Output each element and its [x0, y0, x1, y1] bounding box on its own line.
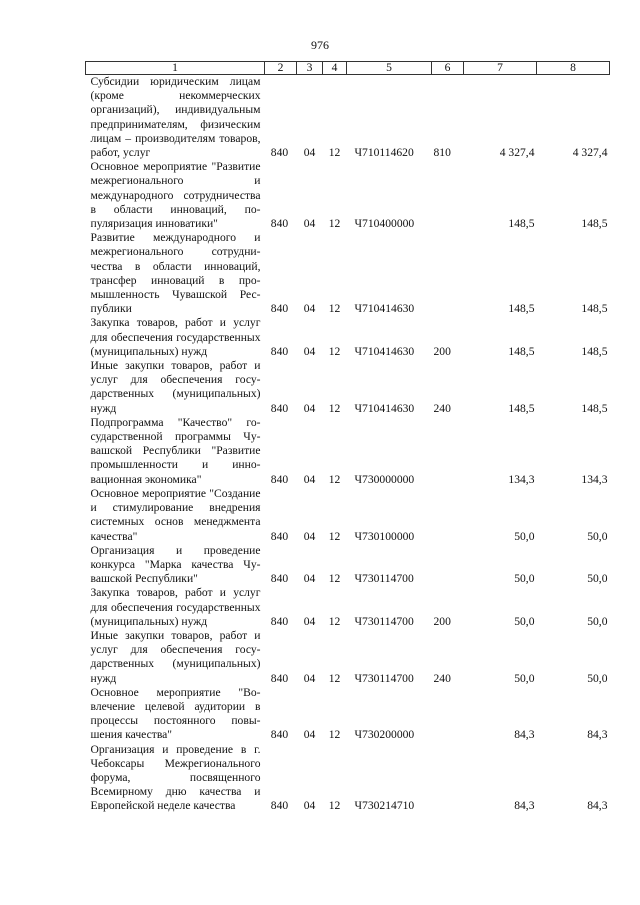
row-name: Основное мероприятие "Вовлечение целевой аудитории в процессы постоянного повышения качества" — [90, 685, 261, 742]
table-row — [86, 75, 610, 161]
row-target-article: Ч710414630 — [354, 344, 415, 358]
table-body — [86, 75, 610, 814]
row-amount-year-2: 50,0 — [587, 529, 608, 543]
row-amount-year-1: 84,3 — [514, 728, 535, 742]
row-amount-year-1: 50,0 — [514, 614, 535, 628]
header-col-8: 8 — [537, 62, 610, 75]
row-amount-year-2: 50,0 — [587, 572, 608, 586]
row-name: Основное мероприятие "Создание и стимулирование внедрения системных основ менеджмента качества" — [90, 486, 261, 543]
row-section-code: 04 — [303, 614, 316, 628]
row-target-article: Ч730214710 — [354, 799, 415, 813]
row-subsection-code: 12 — [328, 217, 341, 231]
row-amount-year-1: 148,5 — [508, 302, 535, 316]
table-row — [86, 487, 610, 544]
table-row — [86, 160, 610, 231]
row-expense-type: 240 — [433, 671, 451, 685]
row-name: Иные закупки товаров, работ и услуг для обеспечения государственных (муниципальных) нужд — [90, 628, 261, 685]
table-row — [86, 743, 610, 814]
row-amount-year-2: 148,5 — [581, 217, 608, 231]
header-col-4: 4 — [323, 62, 347, 75]
table-row — [86, 686, 610, 743]
row-amount-year-1: 50,0 — [514, 671, 535, 685]
table-row — [86, 231, 610, 316]
row-amount-year-1: 50,0 — [514, 572, 535, 586]
row-expense-type — [432, 487, 464, 544]
row-ministry-code: 840 — [270, 472, 289, 486]
row-amount-year-1: 148,5 — [508, 401, 535, 415]
row-name: Подпрограмма "Качество" государственной программы Чувашской Республики "Развитие промышленности и инновационная экономика" — [90, 415, 261, 486]
header-col-5: 5 — [347, 62, 432, 75]
table-row — [86, 544, 610, 587]
row-amount-year-1: 148,5 — [508, 217, 535, 231]
row-target-article: Ч730100000 — [354, 529, 415, 543]
row-expense-type — [432, 743, 464, 814]
row-amount-year-1: 50,0 — [514, 529, 535, 543]
row-amount-year-2: 50,0 — [587, 671, 608, 685]
row-expense-type — [432, 686, 464, 743]
row-target-article: Ч730114700 — [354, 671, 414, 685]
row-target-article: Ч710400000 — [354, 217, 415, 231]
row-name: Субсидии юридическим лицам (кроме некоммерческих организаций), индивидуальным предпринимателям, физическим лицам – производителям товаров, работ, услуг — [90, 75, 261, 160]
row-name: Закупка товаров, работ и услуг для обеспечения государственных (муниципальных) нужд — [90, 316, 261, 358]
table-row — [86, 586, 610, 629]
row-name: Организация и проведение в г. Чебоксары Межрегионального форума, посвященного Всемирному дню качества и Европейской неделе качества — [90, 742, 261, 813]
row-ministry-code: 840 — [270, 401, 289, 415]
row-amount-year-2: 148,5 — [581, 302, 608, 316]
table-header — [86, 62, 610, 75]
row-name: Закупка товаров, работ и услуг для обеспечения государственных (муниципальных) нужд — [90, 586, 261, 628]
row-ministry-code: 840 — [270, 344, 289, 358]
row-amount-year-2: 4 327,4 — [572, 146, 608, 160]
row-expense-type — [432, 160, 464, 231]
row-ministry-code: 840 — [270, 217, 289, 231]
page-number: 976 — [311, 38, 329, 52]
header-col-7: 7 — [464, 62, 537, 75]
header-col-3: 3 — [297, 62, 323, 75]
row-ministry-code: 840 — [270, 671, 289, 685]
row-ministry-code: 840 — [270, 529, 289, 543]
row-name: Основное мероприятие "Развитие межрегионального и международного сотрудничества в области инноваций, популяризация инноватики" — [90, 160, 261, 231]
header-row — [86, 62, 610, 75]
row-section-code: 04 — [303, 217, 316, 231]
row-target-article: Ч710114620 — [354, 146, 414, 160]
table-row — [86, 316, 610, 359]
row-target-article: Ч730114700 — [354, 614, 414, 628]
row-expense-type: 810 — [433, 146, 451, 160]
table-row — [86, 416, 610, 487]
row-target-article: Ч730000000 — [354, 472, 415, 486]
header-col-2: 2 — [265, 62, 297, 75]
row-amount-year-1: 148,5 — [508, 344, 535, 358]
row-ministry-code: 840 — [270, 302, 289, 316]
row-section-code: 04 — [303, 671, 316, 685]
row-amount-year-1: 4 327,4 — [499, 146, 535, 160]
row-subsection-code: 12 — [328, 728, 341, 742]
row-section-code: 04 — [303, 146, 316, 160]
header-col-1: 1 — [86, 62, 265, 75]
row-section-code: 04 — [303, 572, 316, 586]
row-ministry-code: 840 — [270, 614, 289, 628]
row-expense-type — [432, 544, 464, 587]
row-subsection-code: 12 — [328, 344, 341, 358]
row-subsection-code: 12 — [328, 146, 341, 160]
row-section-code: 04 — [303, 302, 316, 316]
row-subsection-code: 12 — [328, 799, 341, 813]
row-target-article: Ч730114700 — [354, 572, 414, 586]
row-expense-type: 200 — [433, 614, 451, 628]
header-col-6: 6 — [432, 62, 464, 75]
row-amount-year-2: 134,3 — [581, 472, 608, 486]
row-subsection-code: 12 — [328, 529, 341, 543]
table-row — [86, 629, 610, 686]
row-section-code: 04 — [303, 799, 316, 813]
row-ministry-code: 840 — [270, 572, 289, 586]
row-expense-type — [432, 231, 464, 316]
row-section-code: 04 — [303, 728, 316, 742]
table-row — [86, 359, 610, 416]
row-subsection-code: 12 — [328, 472, 341, 486]
row-name: Организация и проведение конкурса "Марка качества Чувашской Республики" — [90, 543, 261, 586]
row-section-code: 04 — [303, 344, 316, 358]
row-subsection-code: 12 — [328, 614, 341, 628]
row-name: Развитие международного и межрегионального сотрудничества в области инноваций, трансфер инноваций в промышленность Чувашской Республики — [90, 231, 261, 316]
row-ministry-code: 840 — [270, 146, 289, 160]
row-subsection-code: 12 — [328, 302, 341, 316]
row-amount-year-2: 84,3 — [587, 728, 608, 742]
row-expense-type: 240 — [433, 401, 451, 415]
row-amount-year-1: 84,3 — [514, 799, 535, 813]
row-section-code: 04 — [303, 529, 316, 543]
row-ministry-code: 840 — [270, 728, 289, 742]
row-section-code: 04 — [303, 401, 316, 415]
row-target-article: Ч730200000 — [354, 728, 415, 742]
row-expense-type — [432, 416, 464, 487]
row-subsection-code: 12 — [328, 572, 341, 586]
row-amount-year-2: 148,5 — [581, 344, 608, 358]
row-amount-year-1: 134,3 — [508, 472, 535, 486]
row-target-article: Ч710414630 — [354, 401, 415, 415]
row-amount-year-2: 84,3 — [587, 799, 608, 813]
row-amount-year-2: 148,5 — [581, 401, 608, 415]
row-subsection-code: 12 — [328, 401, 341, 415]
budget-table — [85, 61, 610, 814]
row-target-article: Ч710414630 — [354, 302, 415, 316]
row-ministry-code: 840 — [270, 799, 289, 813]
row-subsection-code: 12 — [328, 671, 341, 685]
row-name: Иные закупки товаров, работ и услуг для обеспечения государственных (муниципальных) нужд — [90, 359, 261, 415]
row-expense-type: 200 — [433, 344, 451, 358]
row-section-code: 04 — [303, 472, 316, 486]
row-amount-year-2: 50,0 — [587, 614, 608, 628]
